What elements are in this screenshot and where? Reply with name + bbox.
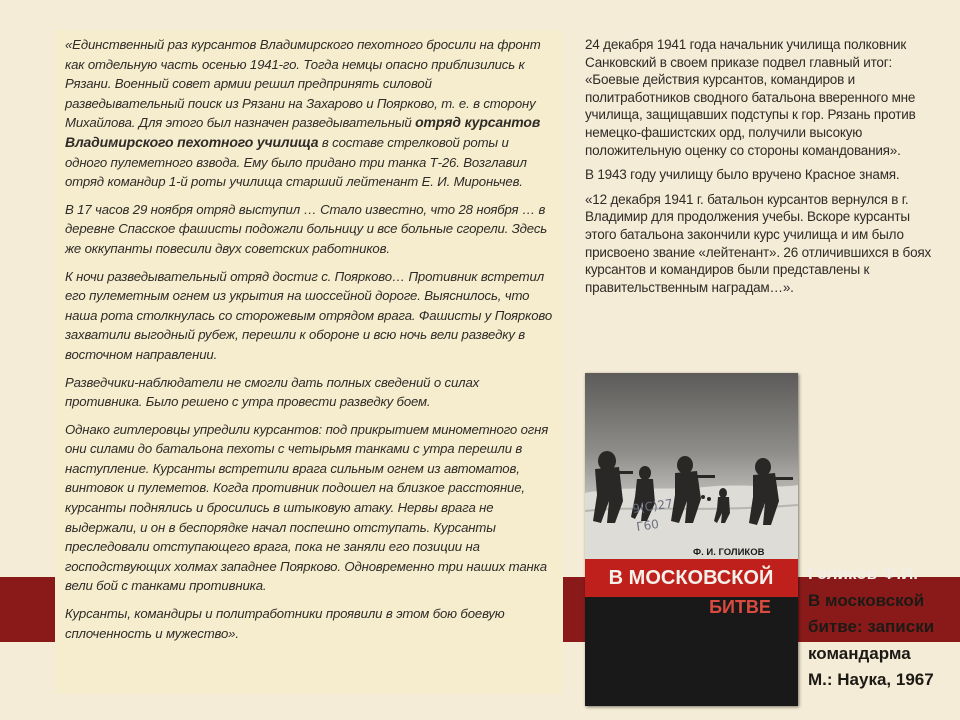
caption-title-1: В московской bbox=[808, 590, 925, 610]
book-author: Ф. И. ГОЛИКОВ bbox=[693, 547, 765, 558]
book-cover-image bbox=[585, 373, 798, 706]
quote-highlight: отряд курсантов Владимирского пехотного училища bbox=[65, 114, 541, 150]
caption-title-3: командарма bbox=[808, 643, 911, 663]
stamp-code-2: Г60 bbox=[635, 516, 660, 534]
quote-paragraph-1-start: «Единственный раз курсантов Владимирского пехотного бросили на фронт как отдельную часть осенью 1941-го. Тогда немцы опасно приблизились к Рязани. Военный совет армии решил предпринять силовой разведывательный поиск из Рязани на Захарово и Поярково, т. е. в сторону Михайлова. Для этого был назначен разведывательный bbox=[65, 37, 541, 131]
quote-paragraph-1-end: в составе стрелковой роты и одного пулеметного взвода. Ему было придано три танка Т-26. Возглавил отряд командир 1-й роты училища старший лейтенант Е. И. Мироньчев. bbox=[65, 134, 527, 190]
summary-paragraph-3: «12 декабря 1941 г. батальон курсантов вернулся в г. Владимир для продолжения учебы. Вскоре курсанты этого батальона закончили курс училища и им было присвоено звание «лейтенант». 26 отличившихся в боях курсантов и командиров были представлены к правительственным наградам…». bbox=[585, 191, 932, 295]
quote-paragraph-5: Однако гитлеровцы упредили курсантов: под прикрытием минометного огня они силами до батальона пехоты с четырьмя танками с утра перешли в наступление. Курсанты встретили врага сильным огнем из автоматов, винтовок и пулеметов. Когда противник подошел на близкое расстояние, курсанты поднялись и бросились в штыковую атаку. Нервы врага не выдержали, и он в беспорядке начал поспешно отступать. Курсанты преследовали отступающего врага, пока не заняли его позиции на господствующих холмах западнее Поярково. Одновременно три наших танка вели бой с танками противника. bbox=[65, 421, 549, 594]
quote-paragraph-2: В 17 часов 29 ноября отряд выступил … Стало известно, что 28 ноября … в деревне Спасское фашисты подожгли больницу и все больные сгорели. Здесь же оккупанты повесили двух советских работников. bbox=[65, 201, 548, 256]
summary-text bbox=[585, 36, 935, 303]
book-title-line-2: БИТВЕ bbox=[709, 597, 771, 617]
summary-paragraph-2: В 1943 году училищу было вручено Красное знамя. bbox=[585, 167, 900, 183]
stamp-code: 9(С)27 bbox=[631, 496, 674, 516]
caption-publisher: М.: Наука, 1967 bbox=[808, 670, 934, 689]
caption-author: Голиков Ф.И. bbox=[808, 564, 919, 583]
book-caption bbox=[808, 561, 958, 694]
quote-paragraph-1 bbox=[65, 35, 553, 192]
book-title-line-1: В МОСКОВСКОЙ bbox=[608, 567, 774, 589]
quote-paragraph-4: Разведчики-наблюдатели не смогли дать полных сведений о силах противника. Было решено с утра провести разведку боем. bbox=[65, 374, 480, 410]
summary-paragraph-1: 24 декабря 1941 года начальник училища полковник Санковский в своем приказе подвел главный итог: «Боевые действия курсантов, командиров и политработников сводного батальона вверенного мне училища, защищавших подступы к гор. Рязань против немецко-фашистских орд, получили высокую положительную оценку со стороны командования». bbox=[585, 37, 916, 158]
caption-title-2: битве: записки bbox=[808, 617, 935, 636]
quote-panel bbox=[55, 30, 563, 694]
quote-paragraph-6: Курсанты, командиры и политработники проявили в этом бою боевую сплоченность и мужество». bbox=[65, 606, 505, 641]
quote-paragraph-3: К ночи разведывательный отряд достиг с. Поярково… Противник встретил его пулеметным огнем из укрытия на шоссейной дороге. Выяснилось, что наша рота столкнулась со сторожевым отрядом врага. Фашисты у Поярково захватили выгодный рубеж, перешли к обороне и всю ночь вели разведку в восточном направлении. bbox=[65, 268, 552, 362]
